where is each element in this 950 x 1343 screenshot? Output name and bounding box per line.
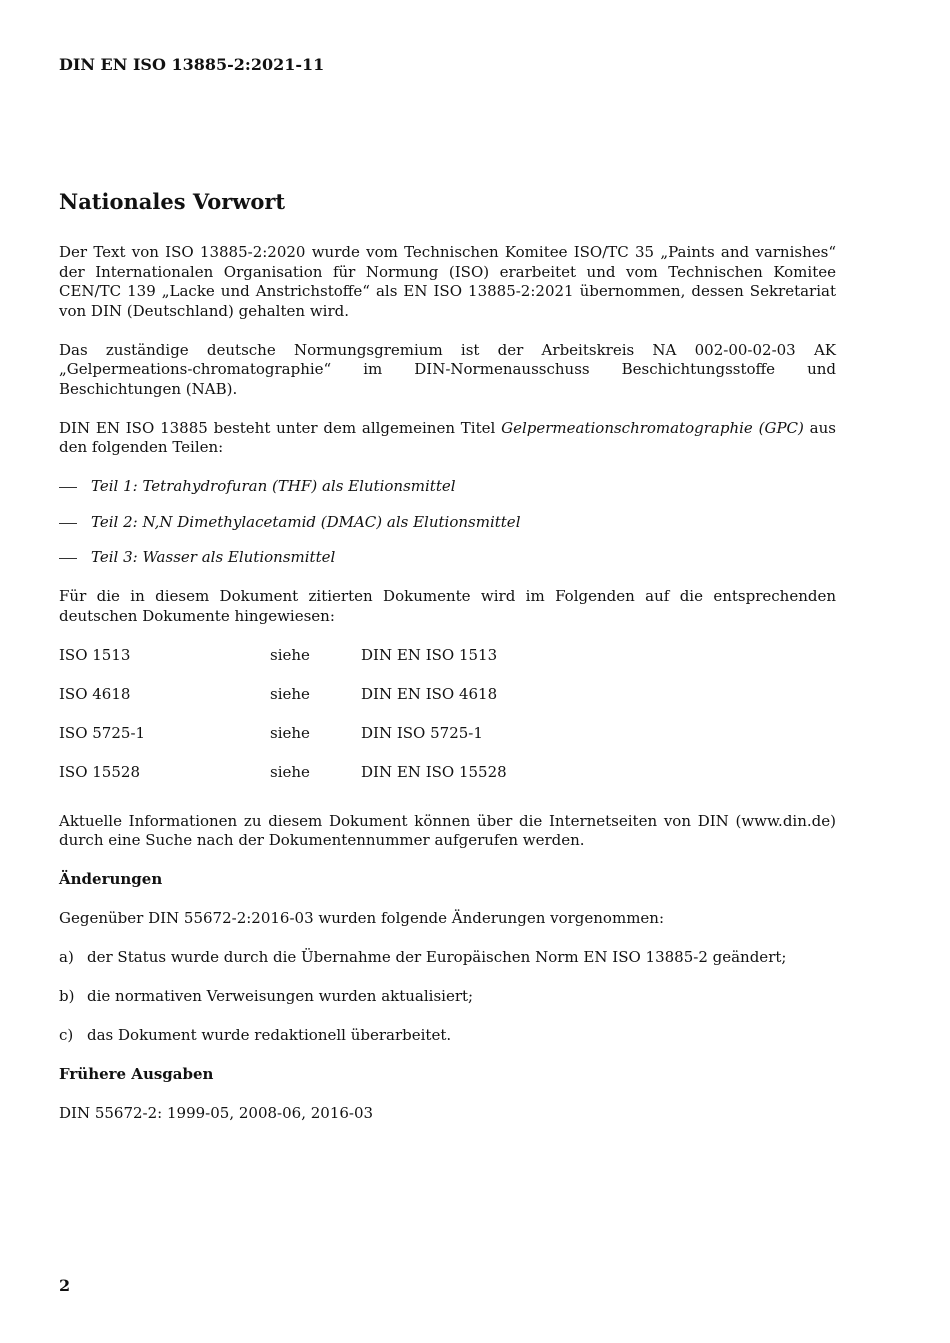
din-ref: DIN ISO 5725-1 xyxy=(361,723,483,742)
din-ref: DIN EN ISO 15528 xyxy=(361,762,507,781)
part-text: Teil 3: Wasser als Elutionsmittel xyxy=(91,548,336,566)
siehe-label: siehe xyxy=(270,684,310,703)
list-item xyxy=(59,987,836,1007)
iso-ref: ISO 15528 xyxy=(59,762,140,781)
table-row xyxy=(59,685,507,724)
siehe-label: siehe xyxy=(270,723,310,742)
paragraph-info: Aktuelle Informationen zu diesem Dokument können über die Internetseiten von DIN (www.din.de) durch eine Suche nach der Dokumentennummer aufgerufen werden. xyxy=(59,811,836,849)
list-item xyxy=(59,948,836,968)
changes-heading: Änderungen xyxy=(59,870,163,888)
table-row xyxy=(59,646,507,685)
earlier-editions-text: DIN 55672-2: 1999-05, 2008-06, 2016-03 xyxy=(59,1104,374,1122)
item-text: die normativen Verweisungen wurden aktualisiert; xyxy=(87,987,474,1005)
changes-intro: Gegenüber DIN 55672-2:2016-03 wurden folgende Änderungen vorgenommen: xyxy=(59,909,665,927)
series-title: Gelpermeationschromatographie (GPC) xyxy=(501,418,804,437)
table-row xyxy=(59,724,507,763)
dash-marker xyxy=(59,558,77,559)
section-title: Nationales Vorwort xyxy=(59,189,286,214)
paragraph-committee: Das zuständige deutsche Normungsgremium ist der Arbeitskreis NA 002-00-02-03 AK „Gelpermeations-chromatographie“ im DIN-Normenausschuss Beschichtungsstoffe und Beschichtungen (NAB). xyxy=(59,340,836,398)
paragraph-references-intro: Für die in diesem Dokument zitierten Dokumente wird im Folgenden auf die entsprechenden deutschen Dokumente hingewiesen: xyxy=(59,587,836,625)
item-marker: b) xyxy=(59,987,75,1005)
main-content xyxy=(59,188,836,1143)
part-text: Teil 1: Tetrahydrofuran (THF) als Elutionsmittel xyxy=(91,477,456,495)
series-intro-before: DIN EN ISO 13885 besteht unter dem allgemeinen Titel xyxy=(59,418,502,437)
page-number: 2 xyxy=(59,1276,71,1295)
dash-marker xyxy=(59,487,77,488)
iso-ref: ISO 1513 xyxy=(59,645,131,664)
item-text: das Dokument wurde redaktionell überarbeitet. xyxy=(87,1026,452,1044)
din-ref: DIN EN ISO 4618 xyxy=(361,684,498,703)
siehe-label: siehe xyxy=(270,645,310,664)
table-row xyxy=(59,763,507,802)
dash-marker xyxy=(59,523,77,524)
din-ref: DIN EN ISO 1513 xyxy=(361,645,498,664)
list-item xyxy=(59,477,836,497)
part-text: Teil 2: N,N Dimethylacetamid (DMAC) als Elutionsmittel xyxy=(91,512,521,531)
siehe-label: siehe xyxy=(270,762,310,781)
list-item xyxy=(59,513,836,533)
list-item xyxy=(59,548,836,568)
iso-ref: ISO 4618 xyxy=(59,684,131,703)
changes-list xyxy=(59,948,836,1046)
parts-list xyxy=(59,477,836,568)
paragraph-series xyxy=(59,419,836,458)
iso-ref: ISO 5725-1 xyxy=(59,723,146,742)
item-text: der Status wurde durch die Übernahme der Europäischen Norm EN ISO 13885-2 geändert; xyxy=(87,948,787,966)
paragraph-origin: Der Text von ISO 13885-2:2020 wurde vom Technischen Komitee ISO/TC 35 „Paints and varnishes“ der Internationalen Organisation für Normung (ISO) erarbeitet und vom Technischen Komitee CEN/TC 139 „Lacke und Anstrichstoffe“ als EN ISO 13885-2:2021 übernommen, dessen Sekretariat von DIN (Deutschland) gehalten wird. xyxy=(59,243,836,320)
references-table xyxy=(59,646,507,802)
series-intro-after: aus den folgenden Teilen: xyxy=(59,418,836,456)
item-marker: a) xyxy=(59,948,74,966)
list-item xyxy=(59,1026,836,1046)
earlier-editions-heading: Frühere Ausgaben xyxy=(59,1065,214,1083)
document-header: DIN EN ISO 13885-2:2021-11 xyxy=(59,55,325,74)
item-marker: c) xyxy=(59,1026,74,1044)
